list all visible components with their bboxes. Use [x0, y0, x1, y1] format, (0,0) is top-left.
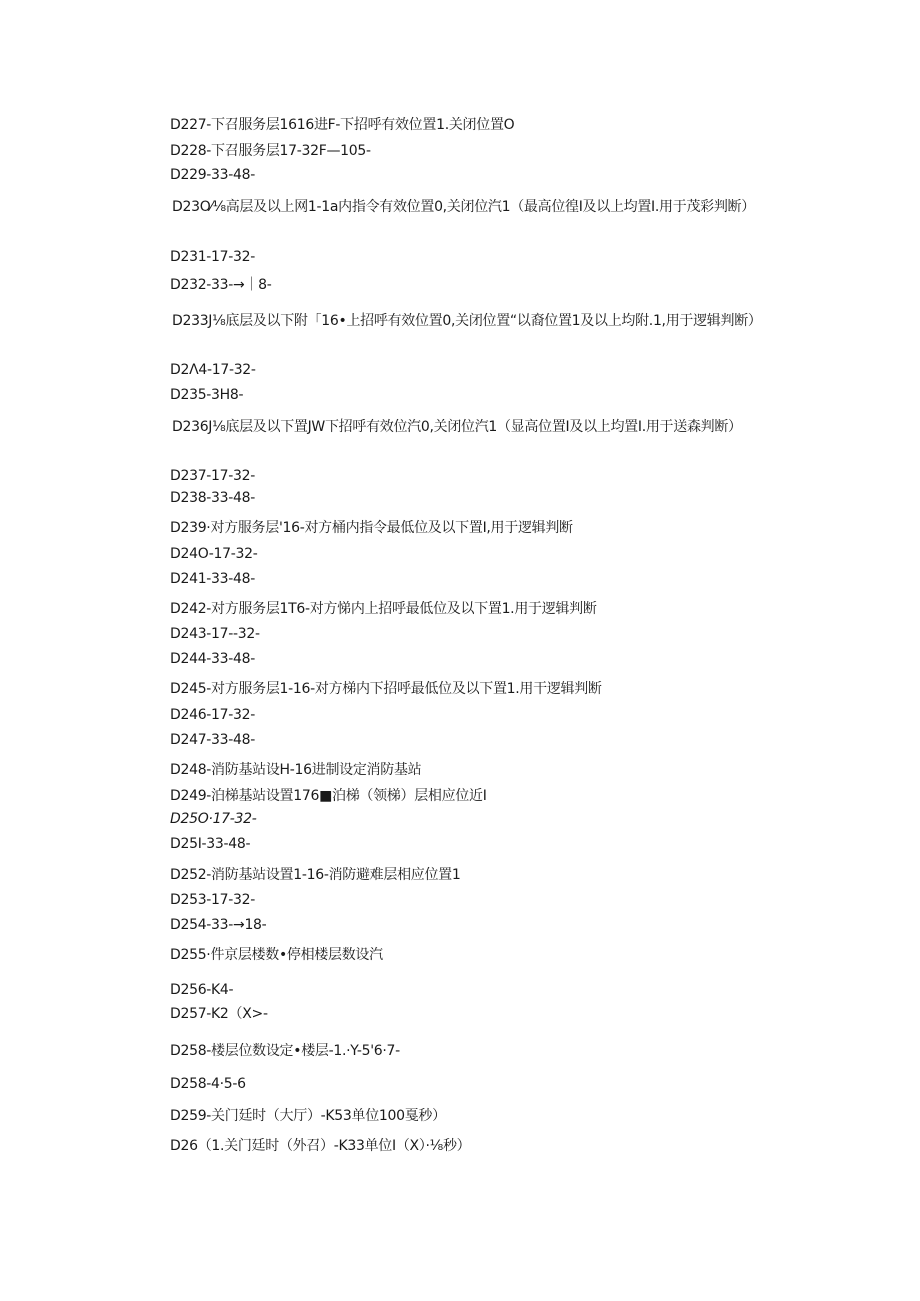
register-line-d237: D237-17-32- — [170, 468, 255, 484]
register-line-d243: D243-17--32- — [170, 626, 260, 642]
register-line-d242: D242-对方服务层1T6-对方悌内上招呼最低位及以下置1.用于逻辑判断 — [170, 601, 597, 617]
register-line-d239: D239·对方服务层'16-对方桶内指令最低位及以下置I,用于逻辑判断 — [170, 520, 573, 536]
register-line-d245: D245-对方服务层1-16-对方梯内下招呼最低位及以下置1.用干逻辑判断 — [170, 681, 602, 697]
register-line-d235: D235-3H8- — [170, 387, 244, 403]
register-line-d251: D25I-33-48- — [170, 836, 251, 852]
register-line-d252: D252-消防基站设置1-16-消防避难层相应位置1 — [170, 867, 461, 883]
register-line-d255: D255·件京层楼数•停相楼层数设汽 — [170, 947, 383, 963]
register-line-d260: D26（1.关门廷时（外召）-K33单位I（X）·⅛秒） — [170, 1138, 471, 1154]
register-line-d249: D249-泊梯基站设置176■泊梯（领梯）层相应位近I — [170, 788, 487, 804]
register-line-d241: D241-33-48- — [170, 571, 255, 587]
register-line-d236: D236J⅛底层及以下置JW下招呼有效位汽0,关闭位汽1（显高位置I及以上均置I.用于送森判断） — [172, 419, 742, 435]
register-line-d256: D256-K4- — [170, 982, 234, 998]
register-line-d240: D24O-17-32- — [170, 546, 258, 562]
register-line-d230: D23O⁄⅛高层及以上网1-1a内指令有效位置0,关闭位汽1（最高位徨I及以上均置I.用于茂彩判断） — [172, 199, 755, 215]
register-line-d234: D2Λ4-17-32- — [170, 362, 256, 378]
register-line-d233: D233J⅛底层及以下附「16•上招呼有效位置0,关闭位置“以裔位置1及以上均附.1,用于逻辑判断） — [172, 313, 762, 329]
register-line-d258: D258-楼层位数设定•楼层-1.·Y-5'6·7- — [170, 1043, 400, 1059]
register-line-d248: D248-消防基站设H-16进制设定消防基站 — [170, 762, 422, 778]
register-line-d254: D254-33-→18- — [170, 917, 267, 933]
register-line-d231: D231-17-32- — [170, 249, 255, 265]
register-line-d228: D228-下召服务层17-32F—105- — [170, 143, 371, 159]
register-line-d259: D259-关门廷时（大厅）-K53单位100戛秒） — [170, 1108, 446, 1124]
register-line-d246: D246-17-32- — [170, 707, 255, 723]
register-line-d238: D238-33-48- — [170, 490, 255, 506]
register-line-d229: D229-33-48- — [170, 167, 255, 183]
register-line-d257: D257-K2（X>- — [170, 1006, 268, 1022]
register-line-d244: D244-33-48- — [170, 651, 255, 667]
register-line-d232: D232-33-→｜8- — [170, 277, 272, 293]
register-line-d227: D227-下召服务层1616进F-下招呼有效位置1.关闭位置O — [170, 117, 515, 133]
register-line-d253: D253-17-32- — [170, 892, 255, 908]
register-line-d250: D25O·17-32- — [170, 811, 257, 827]
register-line-d258-values: D258-4·5-6 — [170, 1076, 246, 1092]
register-line-d247: D247-33-48- — [170, 732, 255, 748]
